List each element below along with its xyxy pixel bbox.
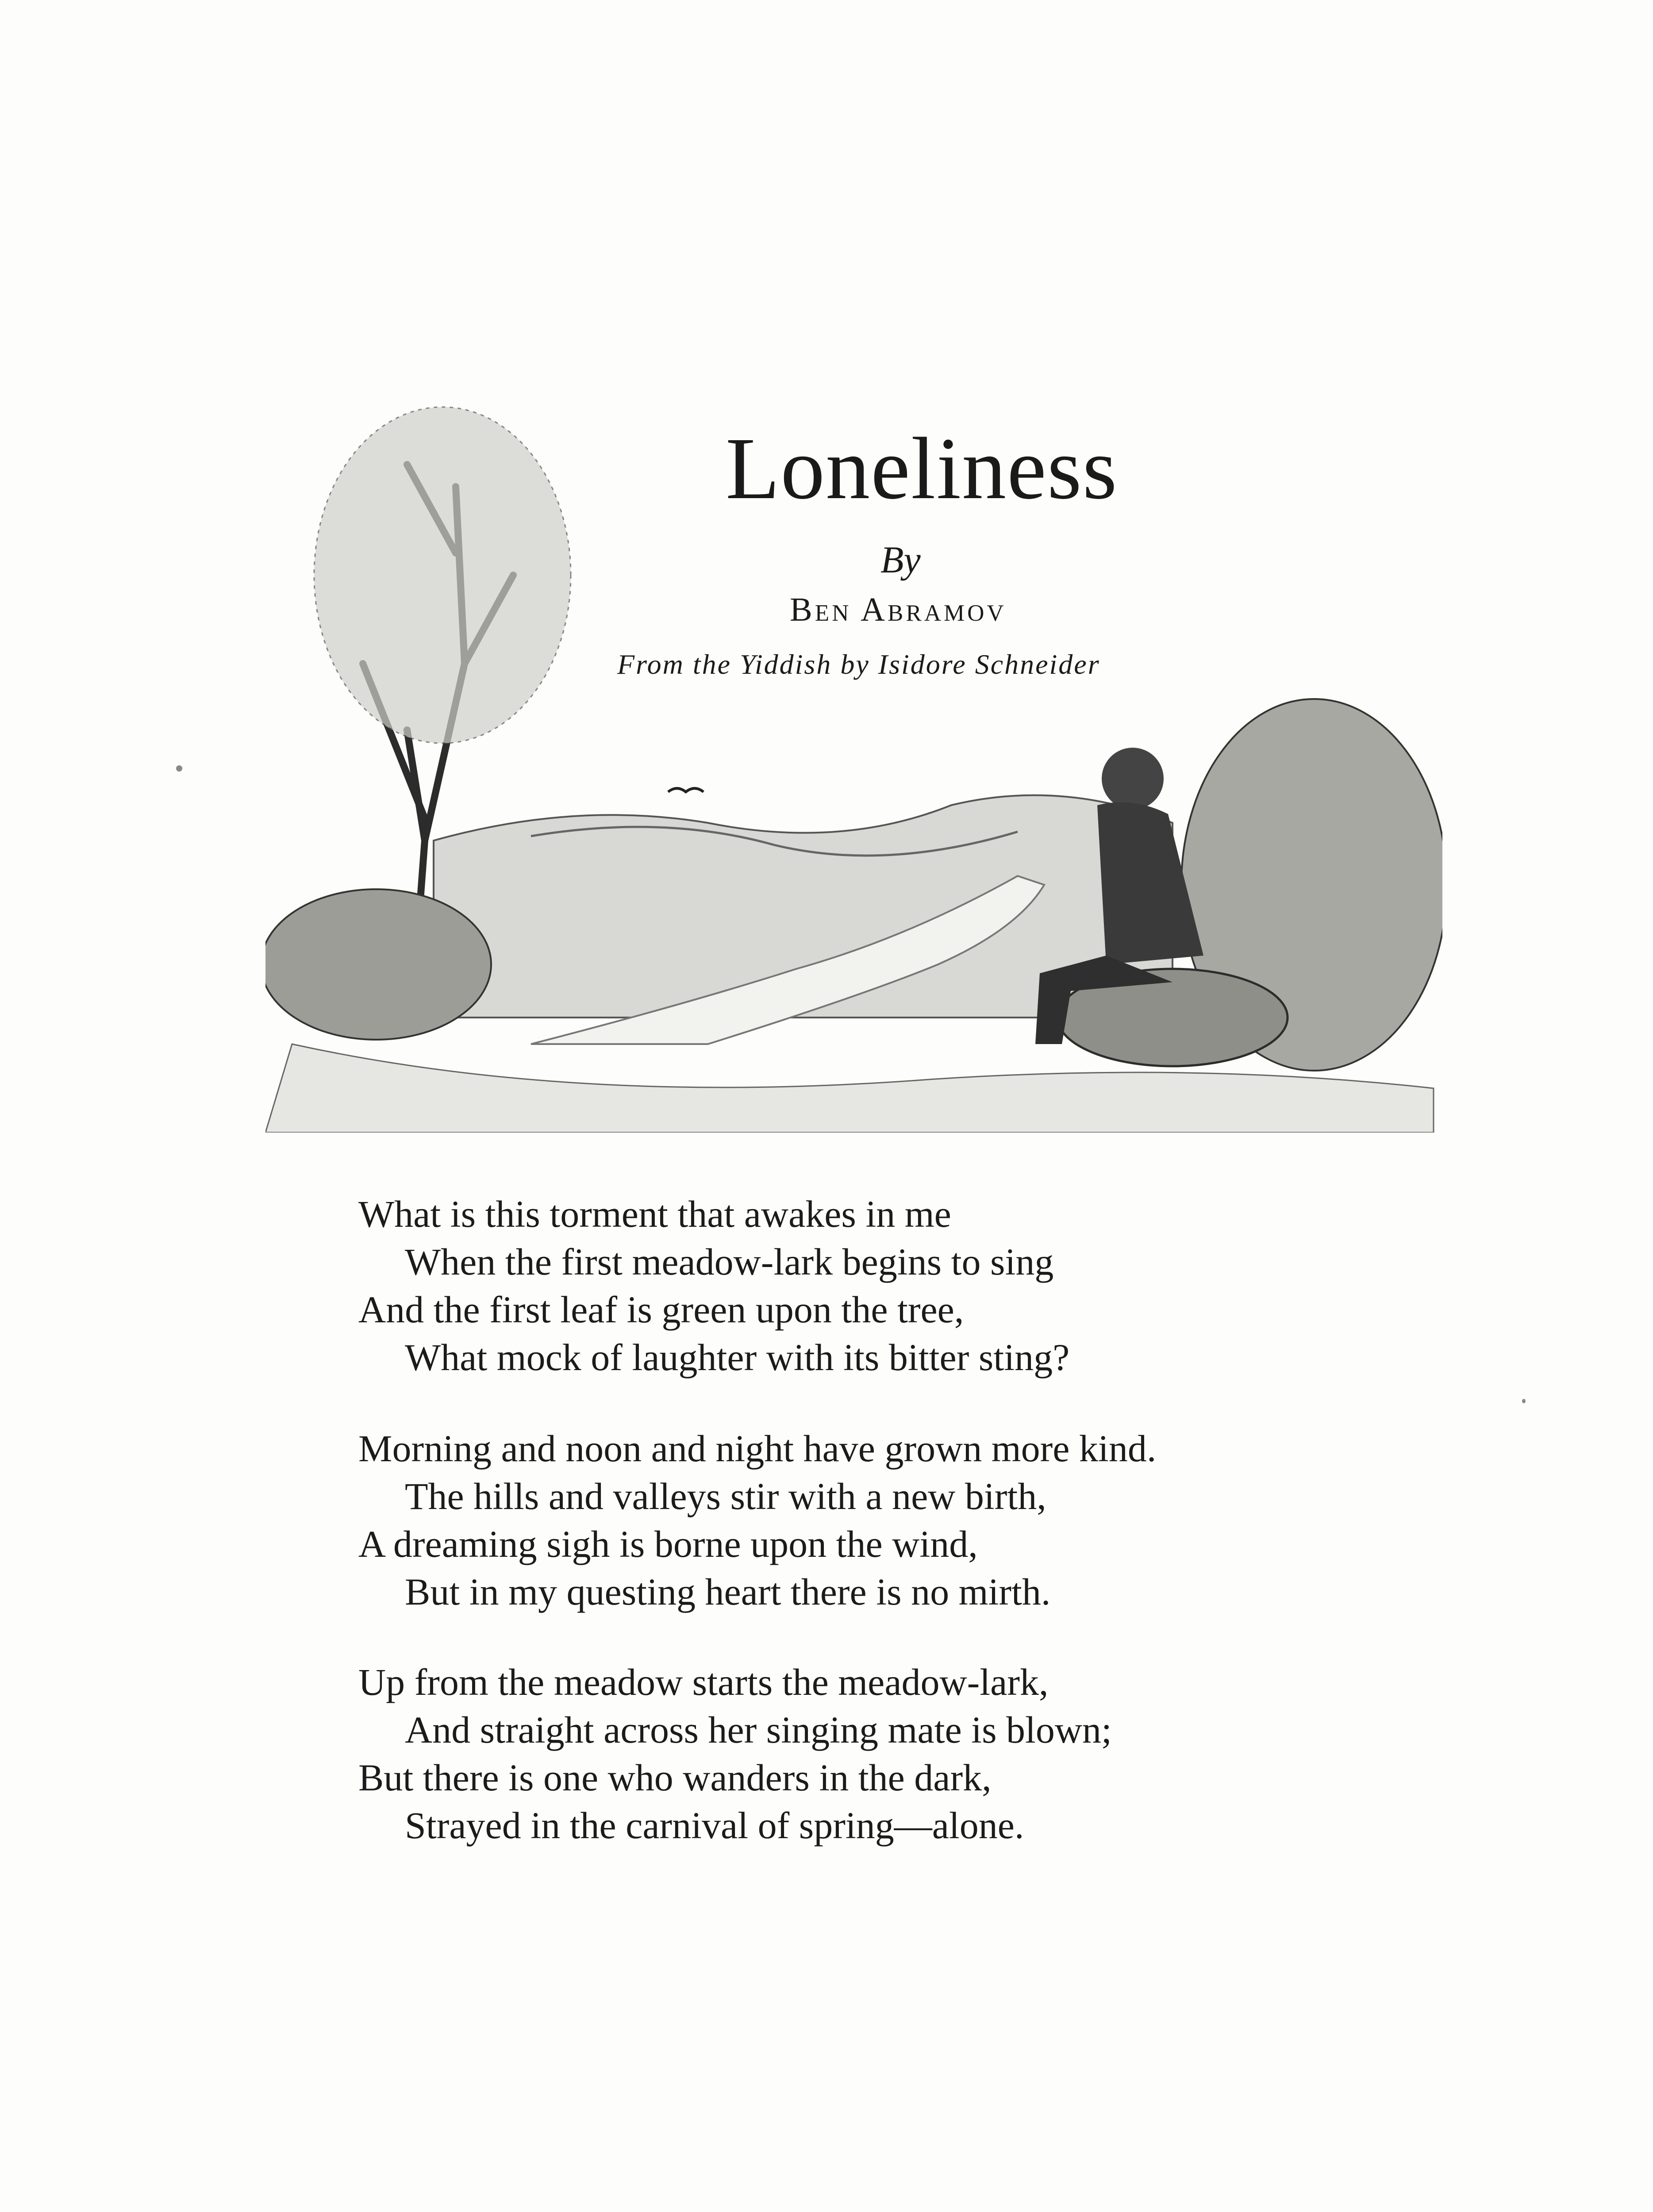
poem-line: When the first meadow-lark begins to sing [405, 1240, 1054, 1283]
poem-line: A dreaming sigh is borne upon the wind, [358, 1523, 978, 1565]
poem-line: Morning and noon and night have grown more kind. [358, 1427, 1157, 1470]
author-name: Ben Abramov [790, 591, 1007, 628]
poem-line: Up from the meadow starts the meadow-lark, [358, 1661, 1049, 1703]
poem-line: And straight across her singing mate is blown; [405, 1709, 1112, 1751]
poem-line: But there is one who wanders in the dark, [358, 1756, 992, 1799]
left-shrubs [265, 889, 491, 1040]
bird [668, 788, 703, 792]
poem-line: And the first leaf is green upon the tree, [358, 1288, 964, 1331]
byline: By [880, 538, 921, 581]
stanza-3 [358, 1658, 1112, 1849]
poem-line: What is this torment that awakes in me [358, 1193, 951, 1235]
stanza-2 [358, 1425, 1156, 1616]
paper-speck [1522, 1399, 1526, 1403]
tree-foliage [314, 407, 571, 743]
ground [265, 1044, 1434, 1133]
poem-line: Strayed in the carnival of spring—alone. [405, 1804, 1024, 1847]
stanza-1 [358, 1190, 1069, 1381]
poem-title: Loneliness [726, 420, 1118, 518]
poem-line: What mock of laughter with its bitter sting? [405, 1336, 1070, 1379]
paper-speck [176, 765, 182, 772]
translation-credit: From the Yiddish by Isidore Schneider [617, 649, 1100, 680]
poem-line: But in my questing heart there is no mirth. [405, 1571, 1051, 1613]
poem-line: The hills and valleys stir with a new birth, [405, 1475, 1046, 1517]
